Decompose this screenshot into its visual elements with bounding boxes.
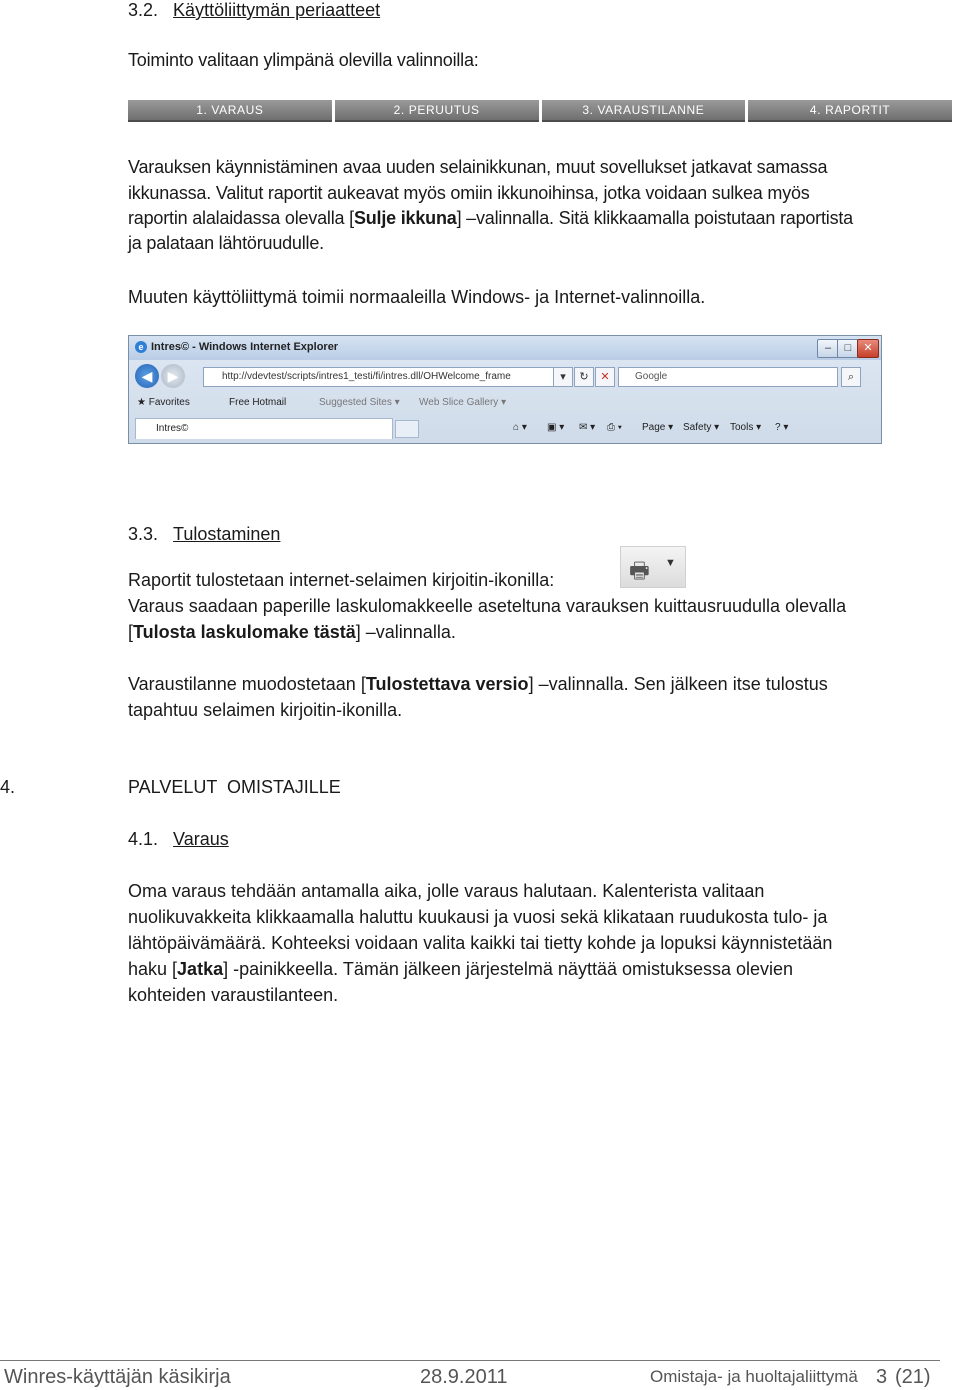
footer-divider xyxy=(0,1360,940,1361)
section-4-1-heading xyxy=(128,826,229,852)
maximize-icon[interactable]: □ xyxy=(837,339,859,358)
print-line1: Raportit tulostetaan internet-selaimen kirjoitin-ikonilla: xyxy=(128,570,555,590)
close-icon[interactable]: ✕ xyxy=(857,339,879,358)
footer-page-total: (21) xyxy=(895,1366,931,1388)
para2: Muuten käyttöliittymä toimii normaaleilla Windows- ja Internet-valinnoilla. xyxy=(128,287,706,307)
mail-icon[interactable]: ✉ ▾ xyxy=(579,422,596,433)
safety-menu[interactable]: Safety ▾ xyxy=(683,422,720,433)
section-4-heading xyxy=(0,774,15,800)
printer-icon: 🖶 xyxy=(629,558,650,583)
address-bar[interactable]: http://vdevtest/scripts/intres1_testi/fi/intres.dll/OHWelcome_frame xyxy=(203,367,555,387)
fav-suggested-sites[interactable]: Suggested Sites ▾ xyxy=(319,397,400,408)
minimize-icon[interactable]: – xyxy=(817,339,839,358)
footer-page-number: 3 xyxy=(876,1366,888,1388)
new-tab-button[interactable] xyxy=(395,420,419,438)
tulostettava-versio-label: Tulostettava versio xyxy=(365,674,529,694)
footer-date: 28.9.2011 xyxy=(420,1366,508,1388)
menu-item-varaus[interactable]: 1. VARAUS xyxy=(128,100,332,122)
section-title: Varaus xyxy=(173,829,229,849)
tab-row xyxy=(129,416,881,442)
stop-icon[interactable]: ✕ xyxy=(595,367,615,387)
sulje-ikkuna-label: Sulje ikkuna xyxy=(353,208,457,228)
para1-line4: ja palataan lähtöruudulle. xyxy=(128,233,324,253)
print-line4: Varaustilanne muodostetaan [Tulostettava versio] –valinnalla. Sen jälkeen itse tulostus xyxy=(128,674,828,694)
browser-nav-row xyxy=(129,362,881,392)
section-number: 3.3. xyxy=(128,524,159,544)
section-number: 4. xyxy=(0,777,16,797)
fav-web-slice-gallery[interactable]: Web Slice Gallery ▾ xyxy=(419,397,507,408)
tools-menu[interactable]: Tools ▾ xyxy=(730,422,762,433)
tulosta-laskulomake-label: Tulosta laskulomake tästä xyxy=(133,622,356,642)
browser-titlebar xyxy=(129,336,881,360)
section-3-3-heading xyxy=(128,521,280,547)
footer-doc-title: Winres-käyttäjän käsikirja xyxy=(4,1366,231,1388)
para1-line1: Varauksen käynnistäminen avaa uuden selainikkunan, muut sovellukset jatkavat samassa xyxy=(128,157,828,177)
browser-title: Intres© - Windows Internet Explorer xyxy=(151,341,339,353)
para1-line3: raportin alalaidassa olevalla [Sulje ikkuna] –valinnalla. Sitä klikkaamalla poistutaan raportista xyxy=(128,208,853,228)
para1-line2: ikkunassa. Valitut raportit aukeavat myös omiin ikkunoihinsa, jotka voidaan sulkea myös xyxy=(128,183,810,203)
section-title: Käyttöliittymän periaatteet xyxy=(173,0,381,20)
section-title: Tulostaminen xyxy=(173,524,281,544)
favorites-bar xyxy=(129,393,881,415)
section-number: 4.1. xyxy=(128,829,159,849)
dropdown-arrow-icon: ▼ xyxy=(665,557,676,569)
forward-icon[interactable]: ▶ xyxy=(161,364,185,388)
browser-screenshot xyxy=(128,335,882,444)
varaus-line3: lähtöpäivämäärä. Kohteeksi voidaan valita kaikki tai tietty kohde ja lopuksi käynnistetään xyxy=(128,933,833,953)
search-icon[interactable]: ⌕ xyxy=(841,367,861,387)
fav-free-hotmail[interactable]: Free Hotmail xyxy=(229,397,287,408)
feeds-icon[interactable]: ▣ ▾ xyxy=(547,422,565,433)
print-line5: tapahtuu selaimen kirjoitin-ikonilla. xyxy=(128,700,403,720)
page-menu[interactable]: Page ▾ xyxy=(642,422,674,433)
varaus-line2: nuolikuvakkeita klikkaamalla haluttu kuukausi ja vuosi sekä klikataan ruudukosta tulo- ja xyxy=(128,907,828,927)
print-icon[interactable]: ⎙ ▾ xyxy=(607,422,622,433)
intro-text: Toiminto valitaan ylimpänä olevilla valinnoilla: xyxy=(128,50,479,70)
home-icon[interactable]: ⌂ ▾ xyxy=(513,422,527,433)
varaus-line1: Oma varaus tehdään antamalla aika, jolle varaus halutaan. Kalenterista valitaan xyxy=(128,881,765,901)
varaus-line5: kohteiden varaustilanteen. xyxy=(128,985,339,1005)
back-icon[interactable]: ◀ xyxy=(135,364,159,388)
menu-item-raportit[interactable]: 4. RAPORTIT xyxy=(748,100,952,122)
print-line2: Varaus saadaan paperille laskulomakkeelle aseteltuna varauksen kuittausruudulla olevalla xyxy=(128,596,847,616)
section-4-title: PALVELUT OMISTAJILLE xyxy=(128,777,341,797)
address-dropdown-icon[interactable]: ▾ xyxy=(553,367,573,387)
printer-toolbar-icon xyxy=(620,546,686,588)
varaus-line4: haku [Jatka] -painikkeella. Tämän jälkeen järjestelmä näyttää omistuksessa olevien xyxy=(128,959,794,979)
footer-section: Omistaja- ja huoltajaliittymä xyxy=(650,1367,858,1386)
favorites-button[interactable]: ★ Favorites xyxy=(137,397,190,408)
menu-item-varaustilanne[interactable]: 3. VARAUSTILANNE xyxy=(542,100,746,122)
search-box[interactable]: Google xyxy=(618,367,838,387)
print-line3: [Tulosta laskulomake tästä] –valinnalla. xyxy=(128,622,456,642)
main-menu-bar xyxy=(128,100,952,122)
section-number: 3.2. xyxy=(128,0,159,20)
refresh-icon[interactable]: ↻ xyxy=(574,367,594,387)
menu-item-peruutus[interactable]: 2. PERUUTUS xyxy=(335,100,539,122)
ie-logo-icon: e xyxy=(135,341,147,353)
browser-tab[interactable]: Intres© xyxy=(135,418,393,439)
jatka-label: Jatka xyxy=(177,959,224,979)
help-icon[interactable]: ? ▾ xyxy=(775,422,789,433)
section-3-2-heading xyxy=(128,0,380,23)
